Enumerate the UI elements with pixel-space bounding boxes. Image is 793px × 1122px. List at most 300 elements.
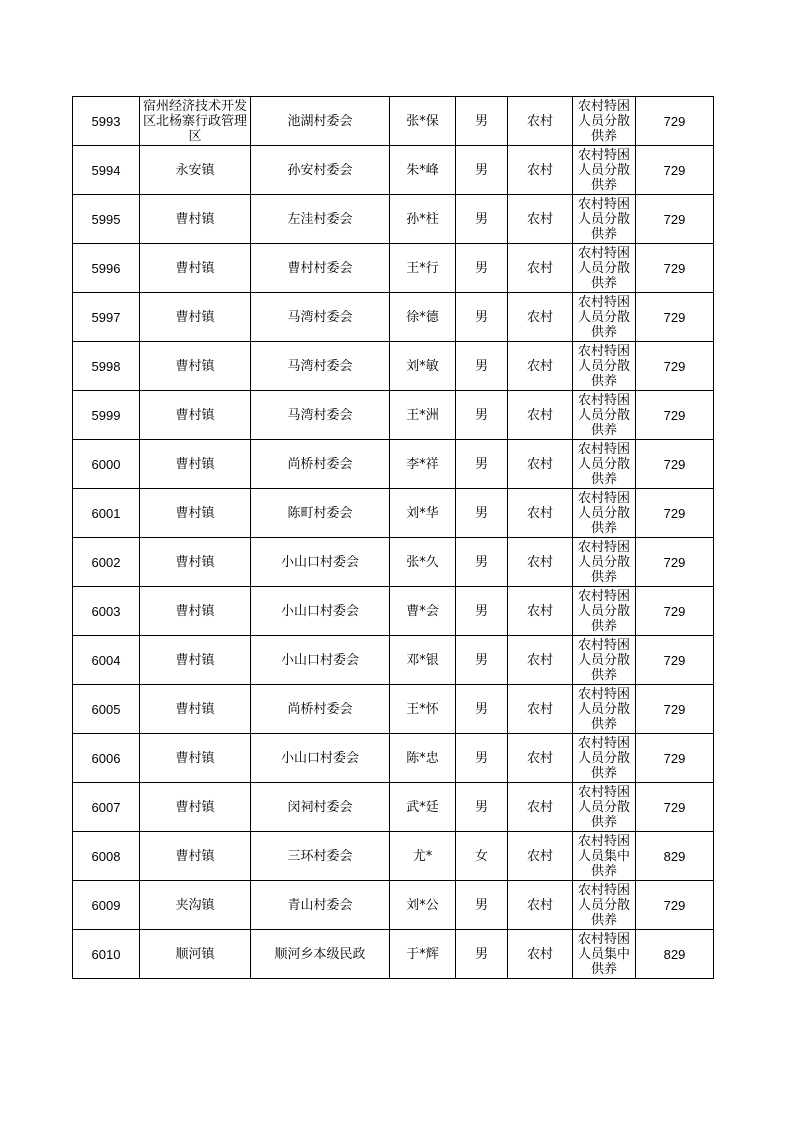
cell-town: [140, 734, 251, 783]
cell-amount-text: 729: [663, 750, 686, 766]
table-row: [73, 587, 714, 636]
cell-amount-text: 729: [663, 309, 686, 325]
cell-serial-number: [73, 489, 140, 538]
cell-person-name: [390, 538, 456, 587]
cell-town: [140, 832, 251, 881]
cell-residence-type-text: 农村: [526, 701, 553, 717]
cell-gender-text: 男: [474, 211, 488, 227]
cell-gender-text: 男: [474, 750, 488, 766]
cell-town-text: 曹村镇: [175, 310, 215, 325]
cell-person-name-text: 刘*敏: [406, 358, 439, 374]
cell-village-committee: [251, 440, 390, 489]
table-row: [73, 685, 714, 734]
table-row: [73, 391, 714, 440]
cell-support-category: [573, 440, 636, 489]
cell-residence-type: [508, 538, 573, 587]
table-row: [73, 97, 714, 146]
cell-serial-number: [73, 881, 140, 930]
cell-person-name: [390, 391, 456, 440]
cell-village-committee: [251, 783, 390, 832]
cell-town-text: 曹村镇: [175, 702, 215, 717]
cell-person-name: [390, 881, 456, 930]
cell-residence-type-text: 农村: [526, 897, 553, 913]
cell-serial-number-text: 5995: [91, 211, 121, 227]
cell-residence-type-text: 农村: [526, 505, 553, 521]
cell-town: [140, 146, 251, 195]
cell-person-name: [390, 636, 456, 685]
cell-support-category-text: 农村特困人员分散供养: [577, 589, 630, 634]
cell-amount-text: 729: [663, 505, 686, 521]
cell-village-committee: [251, 685, 390, 734]
cell-residence-type: [508, 489, 573, 538]
cell-residence-type: [508, 146, 573, 195]
cell-gender-text: 男: [474, 603, 488, 619]
cell-town: [140, 195, 251, 244]
cell-village-committee: [251, 930, 390, 979]
cell-person-name: [390, 832, 456, 881]
cell-support-category-text: 农村特困人员分散供养: [577, 491, 630, 536]
cell-town-text: 曹村镇: [175, 261, 215, 276]
cell-amount: [636, 342, 714, 391]
cell-residence-type-text: 农村: [526, 799, 553, 815]
cell-town: [140, 587, 251, 636]
cell-town: [140, 391, 251, 440]
cell-serial-number: [73, 832, 140, 881]
cell-support-category-text: 农村特困人员分散供养: [577, 736, 630, 781]
cell-gender: [456, 538, 508, 587]
table-row: [73, 930, 714, 979]
cell-residence-type-text: 农村: [526, 407, 553, 423]
cell-serial-number: [73, 244, 140, 293]
cell-town: [140, 538, 251, 587]
cell-gender-text: 男: [474, 358, 488, 374]
cell-residence-type-text: 农村: [526, 652, 553, 668]
cell-gender-text: 男: [474, 554, 488, 570]
cell-serial-number-text: 6005: [91, 701, 121, 717]
cell-support-category-text: 农村特困人员分散供养: [577, 393, 630, 438]
cell-serial-number-text: 6001: [91, 505, 121, 521]
cell-support-category-text: 农村特困人员分散供养: [577, 246, 630, 291]
cell-person-name-text: 王*怀: [406, 701, 439, 717]
cell-amount-text: 729: [663, 407, 686, 423]
cell-amount-text: 829: [663, 946, 686, 962]
cell-residence-type: [508, 734, 573, 783]
cell-residence-type: [508, 636, 573, 685]
cell-amount: [636, 293, 714, 342]
cell-person-name-text: 孙*柱: [406, 211, 439, 227]
cell-serial-number: [73, 146, 140, 195]
cell-amount-text: 729: [663, 603, 686, 619]
cell-gender-text: 女: [474, 848, 488, 864]
cell-town: [140, 342, 251, 391]
cell-village-committee-text: 尚桥村委会: [287, 456, 353, 472]
cell-person-name: [390, 146, 456, 195]
cell-serial-number-text: 6000: [91, 456, 121, 472]
cell-village-committee-text: 青山村委会: [287, 897, 353, 913]
cell-town-text: 曹村镇: [175, 408, 215, 423]
cell-person-name: [390, 293, 456, 342]
cell-serial-number: [73, 734, 140, 783]
cell-serial-number: [73, 636, 140, 685]
cell-town-text: 夹沟镇: [175, 898, 215, 913]
cell-amount-text: 729: [663, 211, 686, 227]
cell-village-committee-text: 小山口村委会: [280, 603, 359, 619]
cell-gender: [456, 391, 508, 440]
cell-support-category-text: 农村特困人员集中供养: [577, 834, 630, 879]
cell-person-name: [390, 489, 456, 538]
cell-residence-type: [508, 930, 573, 979]
cell-amount-text: 729: [663, 456, 686, 472]
cell-serial-number: [73, 293, 140, 342]
cell-residence-type: [508, 881, 573, 930]
table-row: [73, 342, 714, 391]
cell-support-category: [573, 97, 636, 146]
cell-gender-text: 男: [474, 456, 488, 472]
cell-support-category-text: 农村特困人员分散供养: [577, 148, 630, 193]
cell-town-text: 曹村镇: [175, 604, 215, 619]
cell-support-category: [573, 930, 636, 979]
cell-town: [140, 244, 251, 293]
cell-village-committee-text: 三环村委会: [287, 848, 353, 864]
cell-person-name-text: 张*保: [406, 113, 439, 129]
cell-serial-number-text: 6007: [91, 799, 121, 815]
cell-village-committee: [251, 195, 390, 244]
table-row: [73, 489, 714, 538]
cell-village-committee: [251, 244, 390, 293]
cell-support-category: [573, 685, 636, 734]
cell-support-category: [573, 832, 636, 881]
cell-residence-type: [508, 195, 573, 244]
cell-amount: [636, 685, 714, 734]
cell-village-committee-text: 孙安村委会: [287, 162, 353, 178]
cell-person-name-text: 王*洲: [406, 407, 439, 423]
cell-serial-number-text: 6004: [91, 652, 121, 668]
cell-support-category: [573, 587, 636, 636]
cell-support-category: [573, 881, 636, 930]
cell-serial-number-text: 6006: [91, 750, 121, 766]
cell-support-category: [573, 195, 636, 244]
cell-amount-text: 729: [663, 113, 686, 129]
table-row: [73, 636, 714, 685]
cell-gender: [456, 783, 508, 832]
cell-gender: [456, 930, 508, 979]
cell-amount-text: 729: [663, 554, 686, 570]
cell-support-category-text: 农村特困人员分散供养: [577, 344, 630, 389]
cell-town: [140, 783, 251, 832]
cell-town: [140, 636, 251, 685]
cell-residence-type-text: 农村: [526, 260, 553, 276]
cell-support-category: [573, 391, 636, 440]
cell-serial-number-text: 5999: [91, 407, 121, 423]
cell-town: [140, 440, 251, 489]
cell-support-category: [573, 734, 636, 783]
cell-support-category-text: 农村特困人员分散供养: [577, 638, 630, 683]
cell-serial-number-text: 6009: [91, 897, 121, 913]
cell-gender-text: 男: [474, 260, 488, 276]
cell-serial-number: [73, 342, 140, 391]
cell-town-text: 曹村镇: [175, 359, 215, 374]
cell-gender-text: 男: [474, 897, 488, 913]
cell-residence-type-text: 农村: [526, 309, 553, 325]
cell-town-text: 永安镇: [175, 163, 215, 178]
cell-gender: [456, 832, 508, 881]
cell-town-text: 曹村镇: [175, 212, 215, 227]
cell-person-name: [390, 97, 456, 146]
cell-residence-type-text: 农村: [526, 848, 553, 864]
cell-gender: [456, 244, 508, 293]
cell-person-name-text: 刘*公: [406, 897, 439, 913]
table-row: [73, 146, 714, 195]
cell-gender-text: 男: [474, 113, 488, 129]
cell-village-committee-text: 顺河乡本级民政: [274, 946, 366, 962]
cell-residence-type: [508, 342, 573, 391]
cell-serial-number: [73, 783, 140, 832]
cell-support-category-text: 农村特困人员分散供养: [577, 540, 630, 585]
cell-person-name: [390, 930, 456, 979]
cell-serial-number: [73, 587, 140, 636]
cell-residence-type: [508, 832, 573, 881]
cell-town: [140, 97, 251, 146]
cell-person-name: [390, 734, 456, 783]
cell-amount: [636, 881, 714, 930]
cell-person-name-text: 曹*会: [406, 603, 439, 619]
cell-serial-number-text: 5997: [91, 309, 121, 325]
cell-serial-number-text: 6002: [91, 554, 121, 570]
cell-residence-type: [508, 293, 573, 342]
cell-serial-number-text: 6010: [91, 946, 121, 962]
cell-village-committee: [251, 734, 390, 783]
cell-gender: [456, 440, 508, 489]
cell-town-text: 曹村镇: [175, 506, 215, 521]
cell-amount: [636, 636, 714, 685]
cell-amount-text: 729: [663, 652, 686, 668]
cell-serial-number: [73, 685, 140, 734]
cell-support-category-text: 农村特困人员分散供养: [577, 785, 630, 830]
cell-village-committee-text: 小山口村委会: [280, 750, 359, 766]
cell-gender: [456, 342, 508, 391]
cell-village-committee-text: 闵祠村委会: [287, 799, 353, 815]
cell-amount: [636, 783, 714, 832]
cell-town-text: 曹村镇: [175, 457, 215, 472]
cell-residence-type-text: 农村: [526, 162, 553, 178]
cell-gender-text: 男: [474, 162, 488, 178]
cell-gender: [456, 146, 508, 195]
cell-support-category: [573, 342, 636, 391]
cell-village-committee: [251, 587, 390, 636]
table-row: [73, 734, 714, 783]
cell-residence-type: [508, 97, 573, 146]
cell-person-name-text: 朱*峰: [406, 162, 439, 178]
cell-serial-number: [73, 195, 140, 244]
cell-support-category-text: 农村特困人员分散供养: [577, 99, 630, 144]
cell-gender: [456, 97, 508, 146]
cell-person-name: [390, 685, 456, 734]
cell-serial-number-text: 6008: [91, 848, 121, 864]
cell-person-name-text: 王*行: [406, 260, 439, 276]
cell-support-category-text: 农村特困人员集中供养: [577, 932, 630, 977]
cell-amount: [636, 930, 714, 979]
cell-serial-number: [73, 97, 140, 146]
cell-village-committee-text: 小山口村委会: [280, 554, 359, 570]
cell-gender-text: 男: [474, 946, 488, 962]
table-row: [73, 195, 714, 244]
cell-amount: [636, 146, 714, 195]
cell-village-committee-text: 池湖村委会: [287, 113, 353, 129]
cell-town: [140, 489, 251, 538]
cell-town-text: 顺河镇: [175, 947, 215, 962]
cell-gender-text: 男: [474, 505, 488, 521]
cell-support-category-text: 农村特困人员分散供养: [577, 687, 630, 732]
cell-village-committee: [251, 832, 390, 881]
table-row: [73, 244, 714, 293]
cell-residence-type-text: 农村: [526, 603, 553, 619]
cell-person-name: [390, 440, 456, 489]
cell-support-category: [573, 244, 636, 293]
cell-serial-number-text: 5996: [91, 260, 121, 276]
cell-amount: [636, 587, 714, 636]
cell-amount: [636, 440, 714, 489]
cell-amount: [636, 244, 714, 293]
cell-amount: [636, 97, 714, 146]
cell-serial-number: [73, 538, 140, 587]
cell-residence-type-text: 农村: [526, 211, 553, 227]
cell-person-name: [390, 195, 456, 244]
cell-town-text: 曹村镇: [175, 653, 215, 668]
cell-residence-type-text: 农村: [526, 946, 553, 962]
cell-village-committee: [251, 342, 390, 391]
cell-residence-type: [508, 391, 573, 440]
cell-amount: [636, 832, 714, 881]
cell-village-committee: [251, 489, 390, 538]
cell-serial-number-text: 5993: [91, 113, 121, 129]
cell-person-name-text: 张*久: [406, 554, 439, 570]
cell-serial-number: [73, 930, 140, 979]
cell-gender: [456, 195, 508, 244]
cell-person-name-text: 邓*银: [406, 652, 439, 668]
cell-village-committee-text: 马湾村委会: [287, 358, 353, 374]
cell-support-category: [573, 293, 636, 342]
cell-gender: [456, 587, 508, 636]
cell-gender-text: 男: [474, 701, 488, 717]
cell-person-name-text: 于*辉: [406, 946, 439, 962]
cell-residence-type: [508, 685, 573, 734]
cell-gender-text: 男: [474, 652, 488, 668]
cell-town: [140, 293, 251, 342]
cell-person-name: [390, 244, 456, 293]
cell-amount-text: 729: [663, 358, 686, 374]
cell-village-committee-text: 尚桥村委会: [287, 701, 353, 717]
cell-town-text: 曹村镇: [175, 800, 215, 815]
cell-support-category: [573, 636, 636, 685]
cell-gender: [456, 685, 508, 734]
cell-village-committee-text: 小山口村委会: [280, 652, 359, 668]
cell-support-category-text: 农村特困人员分散供养: [577, 197, 630, 242]
cell-village-committee-text: 左洼村委会: [287, 211, 353, 227]
cell-amount: [636, 489, 714, 538]
cell-gender-text: 男: [474, 799, 488, 815]
cell-person-name-text: 李*祥: [406, 456, 439, 472]
cell-amount-text: 729: [663, 799, 686, 815]
cell-amount: [636, 734, 714, 783]
cell-amount-text: 729: [663, 260, 686, 276]
table-row: [73, 881, 714, 930]
cell-support-category-text: 农村特困人员分散供养: [577, 442, 630, 487]
cell-village-committee-text: 曹村村委会: [287, 260, 353, 276]
cell-gender-text: 男: [474, 407, 488, 423]
cell-person-name-text: 陈*忠: [406, 750, 439, 766]
cell-town: [140, 685, 251, 734]
cell-residence-type: [508, 783, 573, 832]
cell-serial-number-text: 5998: [91, 358, 121, 374]
table-row: [73, 440, 714, 489]
cell-residence-type-text: 农村: [526, 554, 553, 570]
cell-person-name-text: 武*廷: [406, 799, 439, 815]
cell-serial-number-text: 5994: [91, 162, 121, 178]
cell-gender: [456, 293, 508, 342]
cell-support-category-text: 农村特困人员分散供养: [577, 295, 630, 340]
cell-person-name: [390, 783, 456, 832]
cell-village-committee-text: 陈町村委会: [287, 505, 353, 521]
table-row: [73, 783, 714, 832]
cell-village-committee: [251, 391, 390, 440]
cell-gender: [456, 636, 508, 685]
cell-residence-type: [508, 244, 573, 293]
cell-amount-text: 729: [663, 897, 686, 913]
cell-person-name-text: 尤*: [412, 848, 433, 864]
table-row: [73, 293, 714, 342]
cell-person-name: [390, 587, 456, 636]
cell-gender-text: 男: [474, 309, 488, 325]
cell-village-committee: [251, 881, 390, 930]
cell-residence-type: [508, 587, 573, 636]
cell-town-text: 曹村镇: [175, 555, 215, 570]
cell-amount: [636, 538, 714, 587]
cell-person-name-text: 徐*德: [406, 309, 439, 325]
cell-village-committee-text: 马湾村委会: [287, 407, 353, 423]
cell-town-text: 曹村镇: [175, 849, 215, 864]
cell-serial-number: [73, 440, 140, 489]
cell-amount: [636, 195, 714, 244]
cell-gender: [456, 489, 508, 538]
cell-gender: [456, 881, 508, 930]
cell-person-name-text: 刘*华: [406, 505, 439, 521]
table-body: [73, 97, 714, 979]
cell-amount-text: 829: [663, 848, 686, 864]
cell-amount: [636, 391, 714, 440]
cell-town-text: 曹村镇: [175, 751, 215, 766]
cell-support-category-text: 农村特困人员分散供养: [577, 883, 630, 928]
cell-serial-number-text: 6003: [91, 603, 121, 619]
cell-residence-type-text: 农村: [526, 750, 553, 766]
cell-support-category: [573, 783, 636, 832]
cell-town: [140, 881, 251, 930]
cell-town-text: 宿州经济技术开发区北杨寨行政管理区: [142, 99, 247, 144]
cell-village-committee: [251, 636, 390, 685]
cell-residence-type: [508, 440, 573, 489]
cell-residence-type-text: 农村: [526, 358, 553, 374]
cell-person-name: [390, 342, 456, 391]
cell-support-category: [573, 538, 636, 587]
cell-village-committee-text: 马湾村委会: [287, 309, 353, 325]
cell-town: [140, 930, 251, 979]
table-row: [73, 538, 714, 587]
cell-residence-type-text: 农村: [526, 456, 553, 472]
cell-support-category: [573, 146, 636, 195]
cell-support-category: [573, 489, 636, 538]
cell-village-committee: [251, 538, 390, 587]
table-row: [73, 832, 714, 881]
cell-village-committee: [251, 97, 390, 146]
